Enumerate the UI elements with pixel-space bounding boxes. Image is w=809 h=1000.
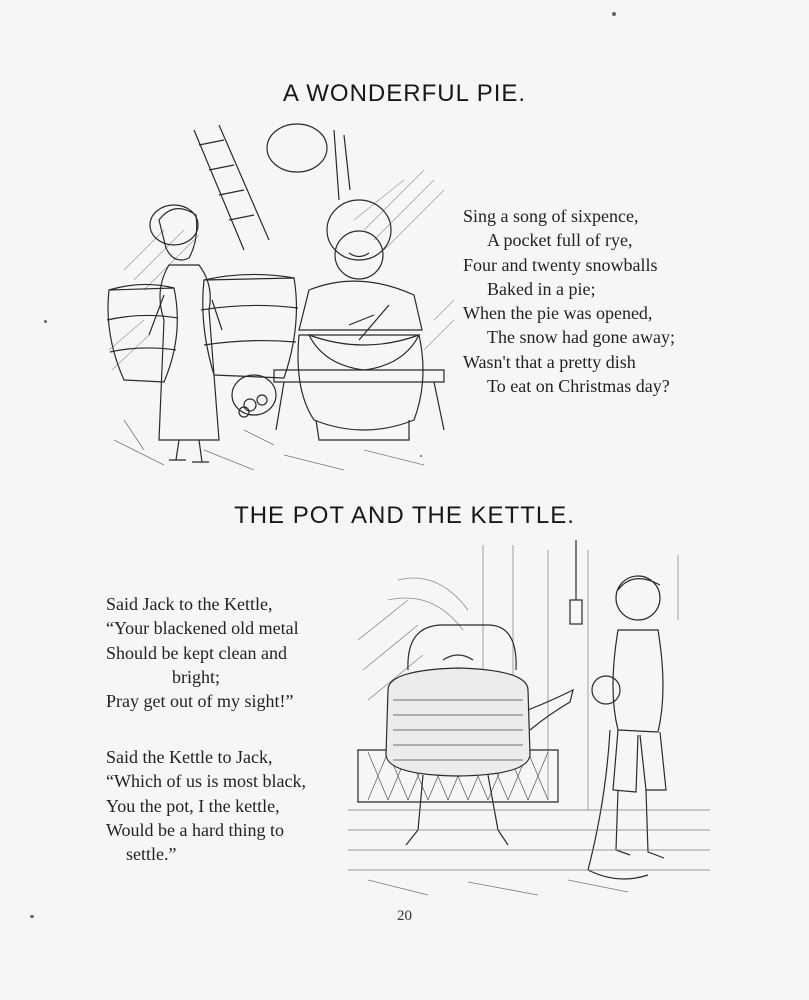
- page-number: 20: [397, 908, 412, 924]
- verse-line: Should be kept clean and: [106, 642, 287, 663]
- paper-speck: [44, 320, 47, 323]
- pot-and-kettle-illustration: [348, 540, 710, 900]
- paper-speck: [420, 455, 422, 457]
- poem2-stanza-2: [106, 745, 306, 866]
- paper-speck: [612, 12, 616, 16]
- verse-line: When the pie was opened,: [463, 303, 653, 324]
- verse-line: settle.”: [126, 844, 177, 865]
- wonderful-pie-illustration: [104, 120, 456, 485]
- verse-line: Four and twenty snowballs: [463, 254, 658, 275]
- verse-line: Said Jack to the Kettle,: [106, 594, 273, 614]
- verse-line: “Your blackened old metal: [106, 618, 299, 639]
- verse-line: bright;: [172, 666, 220, 687]
- verse-line: Said the Kettle to Jack,: [106, 747, 273, 767]
- verse-line: Wasn't that a pretty dish: [463, 351, 636, 372]
- verse-line: “Which of us is most black,: [106, 771, 306, 792]
- poem2-stanza-1: [106, 592, 299, 713]
- paper-speck: [30, 915, 34, 918]
- poem-title-pot-and-kettle: THE POT AND THE KETTLE.: [234, 502, 575, 529]
- verse-line: Sing a song of sixpence,: [463, 206, 639, 226]
- verse-line: A pocket full of rye,: [487, 230, 633, 251]
- verse-line: You the pot, I the kettle,: [106, 795, 280, 816]
- verse-line: Pray get out of my sight!”: [106, 691, 294, 712]
- poem1-verse: [463, 204, 675, 398]
- verse-line: Baked in a pie;: [487, 278, 596, 299]
- verse-line: To eat on Christmas day?: [487, 376, 670, 397]
- poem-title-wonderful-pie: A WONDERFUL PIE.: [282, 80, 527, 107]
- verse-line: Would be a hard thing to: [106, 819, 285, 840]
- verse-line: The snow had gone away;: [487, 327, 675, 348]
